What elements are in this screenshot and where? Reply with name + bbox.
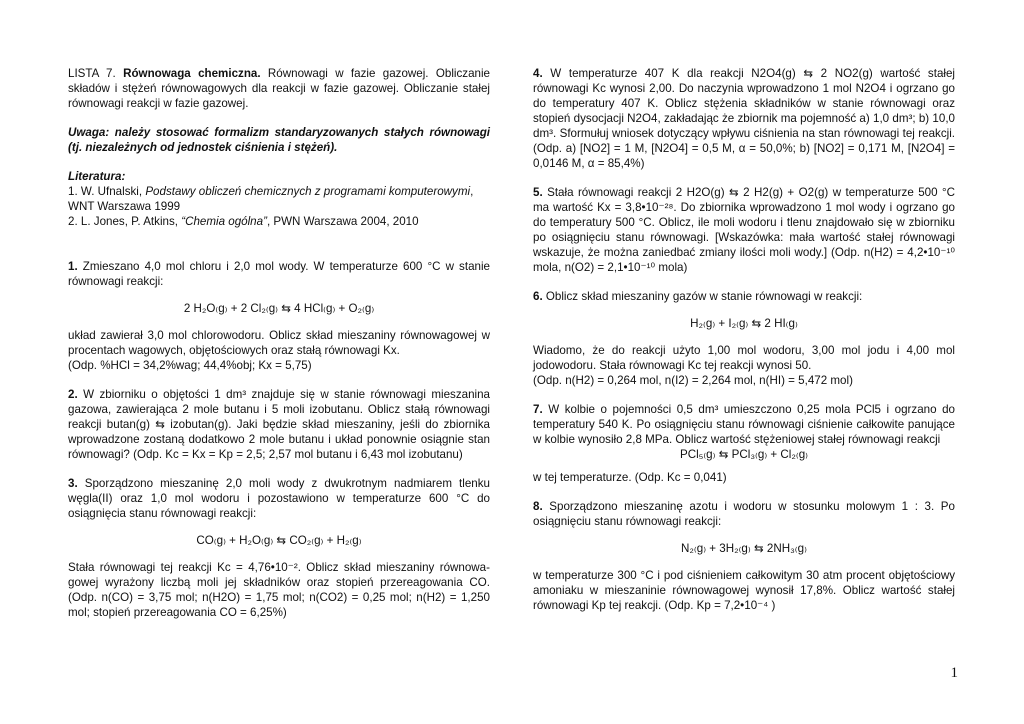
problem-7-after: w tej temperaturze. (Odp. Kc = 0,041) (533, 471, 727, 484)
note-paragraph: Uwaga: należy stosować formalizm standaryzowanych stałych równowagi (tj. niezależnych od jednostek ciśnienia i stężeń). (68, 126, 490, 154)
left-column (68, 66, 490, 620)
problem-4-number: 4. (533, 67, 543, 80)
problem-2-text: W zbiorniku o objętości 1 dm³ znajduje się w stanie równowagi mieszanina gazowa, zawierająca 2 mole butanu i 5 moli izobutanu. Oblicz stałą równowagi reakcji butan(g) ⇆ izobutan(g). Jaki będzie skład mieszaniny, jeśli do zbiornika wprowadzone zostaną dodatkowo 2 mole butanu i układ ponownie osiągnie stan równowagi? (Odp. Kc = Kx = Kp = 2,5; 2,57 mol butanu i 6,43 mol izobutanu) (68, 388, 490, 461)
lit1-publisher: , WNT Warszawa 1999 (68, 185, 474, 213)
lit1-author: 1. W. Ufnalski, (68, 185, 146, 198)
topic-title: Równowaga chemiczna. (123, 67, 261, 80)
problem-5 (533, 185, 955, 275)
problem-6-after: Wiadomo, że do reakcji użyto 1,00 mol wodoru, 3,00 mol jodu i 4,00 mol jodowodoru. Stała równowagi Kc tej reakcji wynosi 50. (533, 344, 955, 372)
equation-6: H₂₍g₎ + I₂₍g₎ ⇆ 2 HI₍g₎ (690, 317, 798, 330)
problem-3-number: 3. (68, 477, 78, 490)
problem-7-number: 7. (533, 403, 543, 416)
problem-8-number: 8. (533, 500, 543, 513)
problem-5-number: 5. (533, 186, 543, 199)
equation-3: CO₍g₎ + H₂O₍g₎ ⇆ CO₂₍g₎ + H₂₍g₎ (196, 534, 362, 547)
lit2-publisher: , PWN Warszawa 2004, 2010 (266, 215, 419, 228)
problem-6 (533, 289, 955, 304)
literature-item-1 (68, 184, 490, 214)
problem-2 (68, 387, 490, 462)
equation-1: 2 H₂O₍g₎ + 2 Cl₂₍g₎ ⇆ 4 HCl₍g₎ + O₂₍g₎ (183, 302, 375, 315)
problem-7-text: W kolbie o pojemności 0,5 dm³ umieszczono 0,25 mola PCl5 i ogrzano do temperatury 540 K. Po osiągnięciu stanu równowagi ciśnienie całkowite panujące w kolbie wynosiło 2,8 MPa. Oblicz wartość stężeniowej stałej równowagi reakcji (533, 403, 955, 446)
problem-5-text: Stała równowagi reakcji 2 H2O(g) ⇆ 2 H2(g) + O2(g) w temperaturze 500 °C ma wartość Kx = 3,8•10⁻²⁸. Do zbiornika wprowadzono 1 mol wody i ogrzano go do temperatury 500 °C. Oblicz, ile moli wodoru i tlenu znajdowało się w zbiorniku po osiągnięciu stanu równowagi. [Wskazówka: mała wartość stałej równowagi wskazuje, że można zaniedbać zmiany ilości moli wody.] (Odp. n(H2) = 4,2•10⁻¹⁰ mola, n(O2) = 2,1•10⁻¹⁰ mola) (533, 186, 955, 274)
problem-1 (68, 259, 490, 289)
problem-7 (533, 402, 955, 447)
equation-7: PCl₅₍g₎ ⇆ PCl₃₍g₎ + Cl₂₍g₎ (679, 448, 808, 461)
problem-4-text: W temperaturze 407 K dla reakcji N2O4(g) ⇆ 2 NO2(g) wartość stałej równowagi Kc wynosi 2,00. Do naczynia wprowadzono 1 mol N2O4 i ogrzano go do temperatury 407 K. Oblicz stężenia składników w stanie równowagi oraz stopień dysocjacji N2O4, zakładając że zbiornik ma pojemność a) 1,0 dm³; b) 10,0 dm³. Sformułuj wniosek dotyczący wpływu ciśnienia na stan równowagi tej reakcji. (Odp. a) [NO2] = 1 M, [N2O4] = 0,5 M, α = 50,0%; b) [NO2] = 0,171 M, [N2O4] = 0,0146 M, α = 85,4%) (533, 67, 955, 170)
right-column (533, 66, 955, 613)
problem-6-answer: (Odp. n(H2) = 0,264 mol, n(I2) = 2,264 mol, n(HI) = 5,472 mol) (533, 374, 853, 387)
problem-8 (533, 499, 955, 529)
problem-1-answer: (Odp. %HCl = 34,2%wag; 44,4%obj; Kx = 5,75) (68, 359, 312, 372)
lit2-title: “Chemia ogólna” (181, 215, 267, 228)
problem-4 (533, 66, 955, 171)
literature-item-2 (68, 214, 490, 229)
problem-1-number: 1. (68, 260, 78, 273)
problem-3-after: Stała równowagi tej reakcji Kc = 4,76•10⁻². Oblicz skład mieszaniny równowa-gowej wyrażony liczbą moli jej składników oraz stopień przereagowania CO. (Odp. n(CO) = 3,75 mol; n(H2O) = 1,75 mol; n(CO2) = 0,25 mol; n(H2) = 1,250 mol; stopień przereagowania CO = 6,25%) (68, 561, 490, 619)
lit2-author: 2. L. Jones, P. Atkins, (68, 215, 182, 228)
problem-1-text: Zmieszano 4,0 mol chloru i 2,0 mol wody. W temperaturze 600 °C w stanie równowagi reakcji: (68, 260, 490, 288)
literature-heading: Literatura: (68, 170, 126, 183)
equation-8: N₂₍g₎ + 3H₂₍g₎ ⇆ 2NH₃₍g₎ (681, 542, 807, 555)
lit1-title: Podstawy obliczeń chemicznych z programami komputerowymi (145, 185, 471, 198)
problem-2-number: 2. (68, 388, 78, 401)
page-number: 1 (950, 665, 958, 681)
problem-6-number: 6. (533, 290, 543, 303)
list-title: LISTA 7. (68, 67, 116, 80)
problem-8-after: w temperaturze 300 °C i pod ciśnieniem całkowitym 30 atm procent objętościowy amoniaku w mieszaninie równowagowej wynosił 17,8%. Oblicz wartość stałej równowagi Kp tej reakcji. (Odp. Kp = 7,2•10⁻⁴ ) (533, 569, 955, 612)
problem-6-text: Oblicz skład mieszaniny gazów w stanie równowagi w reakcji: (542, 290, 863, 303)
header-paragraph (68, 66, 490, 111)
problem-8-text: Sporządzono mieszaninę azotu i wodoru w stosunku molowym 1 : 3. Po osiągnięciu stanu równowagi reakcji: (533, 500, 955, 528)
problem-3-text: Sporządzono mieszaninę 2,0 moli wody z dwukrotnym nadmiarem tlenku węgla(II) oraz 1,0 mol wodoru i pozostawiono w temperaturze 600 °C do osiągnięcia stanu równowagi reakcji: (68, 477, 490, 520)
topic-description: Równowagi w fazie gazowej. Obliczanie składów i stężeń równowagowych dla reakcji w fazie gazowej. Obliczanie stałej równowagi reakcji w fazie gazowej. (68, 67, 490, 110)
problem-1-after: układ zawierał 3,0 mol chlorowodoru. Oblicz skład mieszaniny równowagowej w procentach wagowych, objętościowych oraz stałą równowagi Kx. (68, 329, 490, 357)
problem-3 (68, 476, 490, 521)
